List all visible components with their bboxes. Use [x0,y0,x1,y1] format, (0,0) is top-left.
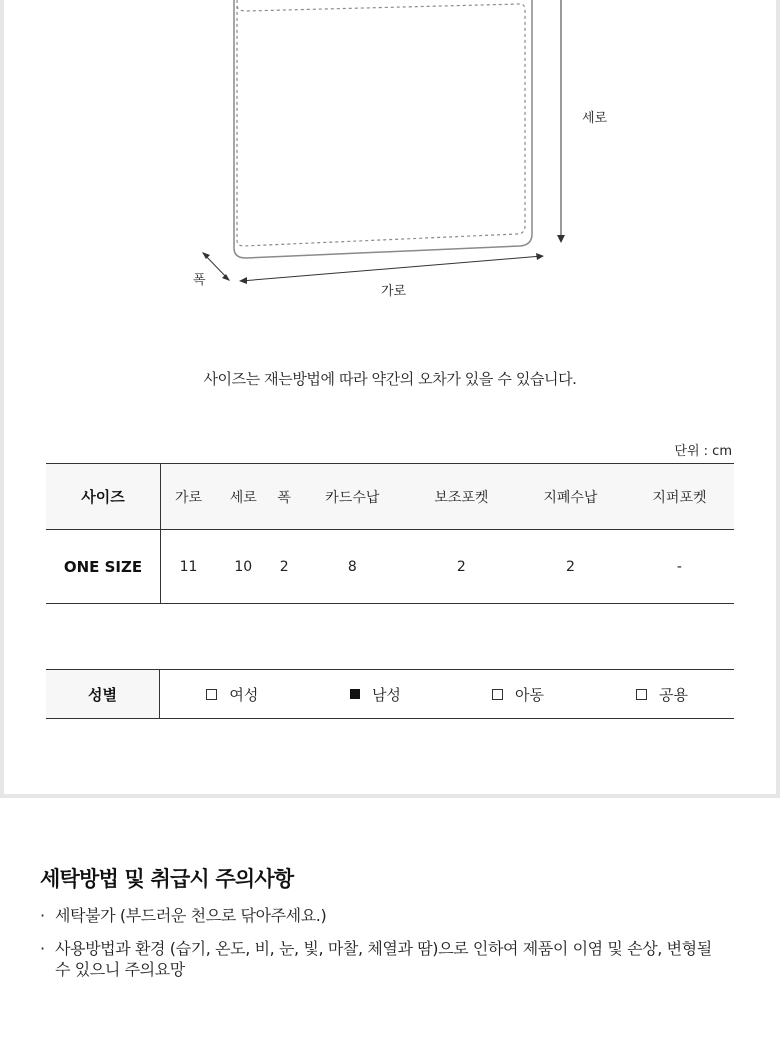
care-item-text: 세탁불가 (부드러운 천으로 닦아주세요.) [55,906,327,925]
gender-option-label: 아동 [515,685,544,704]
wallet-size-diagram [0,0,780,320]
header-width: 가로 [174,489,203,506]
wallet-stitch [237,0,525,246]
bullet-icon: · [40,939,45,958]
list-item [40,905,730,926]
gender-label: 성별 [46,670,160,719]
value-height: 10 [234,558,253,575]
depth-arrow [202,252,230,281]
value-width: 11 [179,558,198,575]
depth-label: 폭 [193,273,206,288]
size-header-cell: 사이즈 [46,464,161,530]
header-height: 세로 [229,489,257,506]
care-title: 세탁방법 및 취급시 주의사항 [40,867,294,891]
unchecked-box-icon [492,689,503,700]
unit-label: 단위 : cm [674,444,732,459]
height-label: 세로 [582,111,608,126]
size-table [46,463,734,604]
care-list [40,905,730,992]
value-zipper-pocket: - [676,558,682,575]
value-depth: 2 [279,558,289,575]
height-arrow [557,0,565,243]
gender-table [46,669,734,719]
value-bill-slots: 2 [565,558,575,575]
header-zipper-pocket: 지퍼포켓 [652,489,707,506]
header-card-slots: 카드수납 [325,489,380,506]
gender-row [46,670,734,719]
gender-option-male [305,670,446,719]
list-item [40,938,730,980]
width-label: 가로 [381,284,407,299]
gender-option-kids [446,670,590,719]
value-sub-pocket: 2 [456,558,466,575]
unchecked-box-icon [636,689,647,700]
gender-option-label: 남성 [371,685,401,704]
checked-box-icon [350,689,360,699]
gender-option-label: 여성 [229,685,259,704]
header-bill-slots: 지폐수납 [543,489,598,506]
bullet-icon: · [40,906,45,925]
gender-option-unisex [590,670,734,719]
unchecked-box-icon [206,689,217,700]
wallet-outline [234,0,532,258]
size-name-cell: ONE SIZE [46,530,161,604]
value-card-slots: 8 [347,558,357,575]
size-table-header [46,464,734,530]
size-note: 사이즈는 재는방법에 따라 약간의 오차가 있을 수 있습니다. [203,370,577,388]
gender-option-label: 공용 [659,685,688,704]
header-sub-pocket: 보조포켓 [434,489,489,506]
table-row [46,530,734,604]
gender-option-female [160,670,305,719]
care-item-text: 사용방법과 환경 (습기, 온도, 비, 눈, 빛, 마찰, 체열과 땀)으로 인하여 제품이 이염 및 손상, 변형될 수 있으니 주의요망 [55,939,712,979]
header-depth: 폭 [277,489,291,506]
